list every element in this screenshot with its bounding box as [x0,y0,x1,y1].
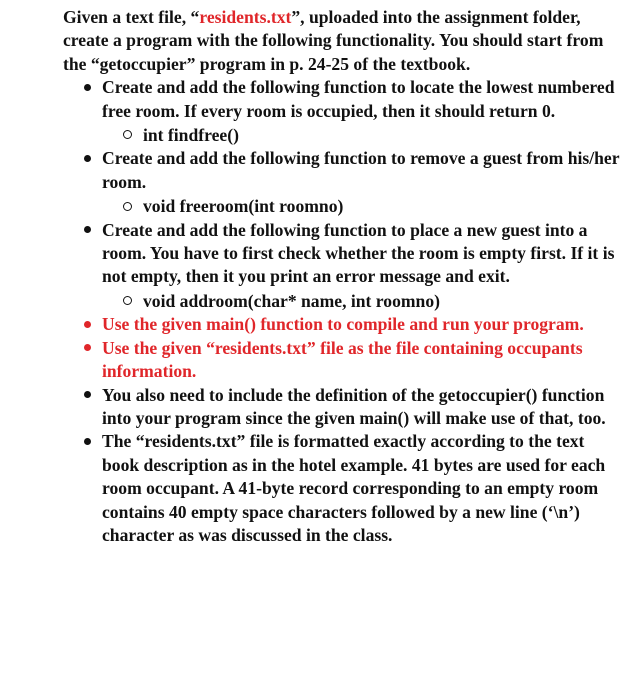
bullet-item-residents-file [60,337,620,384]
filename-highlight: residents.txt [199,7,292,27]
intro-text-before: Given a text file, “ [63,7,200,27]
assignment-document [60,6,620,547]
function-signature: void addroom(char* name, int roomno) [143,290,440,311]
bullet-item-freeroom [60,147,620,194]
intro-text-after: ”, uploaded into the assignment folder, create a program with the following functionality. You should start from the “getoccupier” program in p. 24-25 of the textbook. [63,7,604,74]
hollow-circle-icon [123,290,132,313]
bullet-dot-icon [84,337,91,360]
bullet-item-format [60,430,620,547]
bullet-text: Use the given “residents.txt” file as the file containing occupants information. [102,337,583,382]
bullet-dot-icon [84,76,91,99]
bullet-item-addroom [60,219,620,289]
hollow-circle-icon [123,195,132,218]
hollow-circle-icon [123,124,132,147]
intro-paragraph [60,6,620,76]
bullet-text: Create and add the following function to locate the lowest numbered free room. If every room is occupied, then it should return 0. [102,77,615,121]
bullet-item-main [60,313,620,336]
function-signature: void freeroom(int roomno) [143,196,344,217]
sub-item-freeroom [60,195,620,218]
bullet-item-getoccupier [60,384,620,431]
sub-item-findfree [60,124,620,147]
bullet-text: You also need to include the definition of the getoccupier() function into your program since the given main() will make use of that, too. [102,384,606,428]
sub-item-addroom [60,290,620,313]
bullet-dot-icon [84,313,91,336]
bullet-text: Create and add the following function to remove a guest from his/her room. [102,148,620,192]
bullet-dot-icon [84,219,91,242]
bullet-text: Use the given main() function to compile and run your program. [102,314,584,335]
bullet-text: Create and add the following function to place a new guest into a room. You have to first check whether the room is empty first. If it is not empty, then it you print an error message and exit. [102,219,615,287]
bullet-item-findfree [60,76,620,123]
function-signature: int findfree() [143,125,239,146]
bullet-dot-icon [84,384,91,407]
bullet-text: The “residents.txt” file is formatted exactly according to the text book description as in the hotel example. 41 bytes are used for each room occupant. A 41-byte record corresponding to an empty room contains 40 empty space characters followed by a new line (‘\n’) character as was discussed in the class. [102,431,606,545]
bullet-dot-icon [84,147,91,170]
bullet-dot-icon [84,430,91,453]
